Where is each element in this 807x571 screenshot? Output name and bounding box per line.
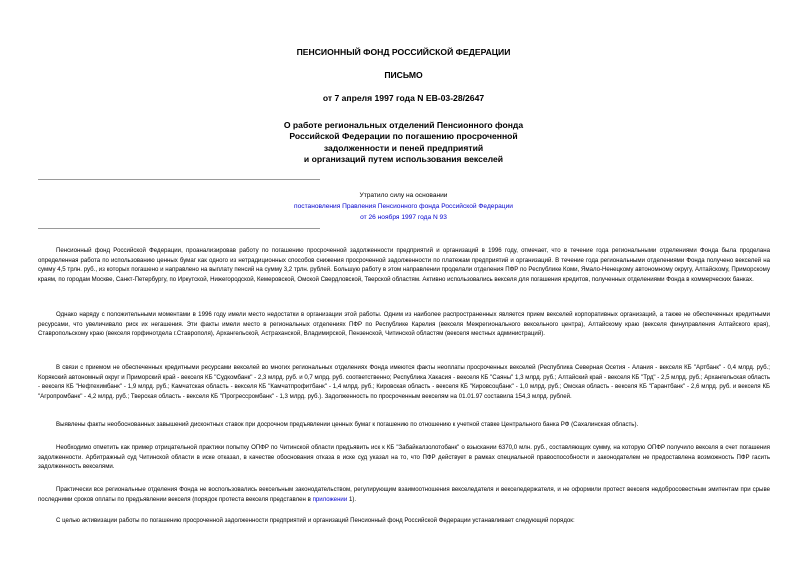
title-line: и организаций путем использования векселей: [303, 154, 504, 165]
paragraph-3: В связи с приемом не обеспеченных кредитными ресурсами векселей во многих региональных отделениях Фонда имеются факты неоплаты просроченных векселей (Республика Северная Осетия - Алания - векселя КБ "Артбанк" - 0,4 млрд. руб.; Корякский автономный округ и Приморский край - векселя КБ "Судкомбанк" - 2,3 млрд. руб. и 0,7 млрд. руб. соответственно; Республика Хакасия - векселя КБ "Саяны" 1,3 млрд. руб.; Алтайский край - векселя КБ "Трд" - 2,5 млрд. руб.; Архангельская область - векселя КБ "Нефтехимбанк" - 1,9 млрд. руб.; Камчатская область - векселя КБ "Камчатпрофитбанк" - 1,4 млрд. руб.; Кировская область - векселя КБ "Кировсоцбанк" - 1,0 млрд. руб.; Омская область - векселя КБ "Гарантбанк" - 2,6 млрд. руб. и векселя КБ "Агропромбанк" - 4,2 млрд. руб.; Тверская область - векселя КБ "Прогрессромбанк" - 1,3 млрд. руб.). Задолженность по просроченным векселям на 01.01.97 составила 154,3 млрд. рублей.: [38, 364, 771, 400]
appendix-link[interactable]: приложении: [312, 495, 348, 503]
paragraph-5: Необходимо отметить как пример отрицательной практики попытку ОПФР по Читинской области предъявить иск к КБ "Забайкалзолотобанк" о взыскании 6370,0 млн. руб., составляющих сумму, на которую ОПФР получило векселя в счет погашения задолженности. Арбитражный суд Читинской области в иске отказал, в качестве обоснования отказа в иске суд указал на то, что ПФР действует в рамках специальной правоспособности и законодателем не предоставлена возможность ПФР гасить задолженность векселями.: [38, 444, 770, 471]
paragraph-2: Однако наряду с положительными моментами в 1996 году имели место недостатки в организации этой работы. Одним из наиболее распространенных является прием векселей корпоративных организаций, а также не обеспеченных кредитными ресурсами, что увеличивало риск их негашения. Эти факты имели место в региональных отделениях ПФР по Республике Карелия (векселя Межрегионального вексельного центра), Алтайскому краю (векселя финуправления Алтайского края), Ставропольскому краю (векселя горфинотдела г.Ставрополя), Архангельской, Астраханской, Владимирской, Пензенской, Читинской областям (векселя местных администраций).: [38, 311, 770, 338]
repeal-act-date-link[interactable]: от 26 ноября 1997 года N 93: [360, 214, 447, 221]
divider-bottom: [38, 228, 320, 229]
document-date-number: от 7 апреля 1997 года N ЕВ-03-28/2647: [322, 93, 485, 103]
paragraph-6-text: Практически все региональные отделения Фонда не воспользовались вексельным законодательством, регулирующим взаимоотношения векселедателя и векселедержателя, и не оформили протест векселя недобросовестным эмитентам при срыве последними сроков оплаты по предъявлении векселя (порядок протеста векселя представлен в: [38, 486, 770, 503]
paragraph-7: С целью активизации работы по погашению просроченной задолженности предприятий и организаций Пенсионный фонд Российской Федерации устанавливает следующий порядок:: [56, 517, 575, 524]
paragraph-1: Пенсионный фонд Российской Федерации, проанализировав работу по погашению просроченной задолженности предприятий и организаций в 1996 году, отмечает, что в течение года региональными отделениями Фонда была проделана определенная работа по использованию ценных бумаг как одного из нетрадиционных способов снижения просроченной задолженности по платежам предприятий и организаций. В течение года региональными отделениями Фонда получено векселей на сумму 4,5 трлн. руб., из которых погашено и направлено на выплату пенсий на сумму 3,2 трлн. рублей. Большую работу в этом направлении проделали отделения ПФР по Республике Коми, Ямало-Ненецкому автономному округу, Алтайскому, Приморскому краям, по городам Москве, Санкт-Петербургу, по Иркутской, Нижегородской, Кемеровской, Омской Свердловской, Тверской областям. Активно использовались векселя для погашения кредитов, полученных отделениями Фонда в коммерческих банках.: [38, 247, 770, 283]
divider-top: [38, 179, 320, 180]
issuer-heading: ПЕНСИОННЫЙ ФОНД РОССИЙСКОЙ ФЕДЕРАЦИИ: [296, 47, 511, 57]
document-type: ПИСЬМО: [384, 70, 423, 80]
paragraph-4: Выявлены факты необоснованных завышений дисконтных ставок при досрочном предъявлении ценных бумаг к погашению по отношению к учетной ставке Центрального банка РФ (Сахалинская область).: [56, 421, 639, 428]
title-line: Российской Федерации по погашению просроченной: [289, 131, 518, 142]
repeal-act-link[interactable]: постановления Правления Пенсионного фонда Российской Федерации: [294, 203, 513, 210]
status-note-text: Утратило силу на основании: [359, 192, 448, 199]
status-note: [0, 190, 807, 223]
paragraph-6-tail: 1).: [347, 495, 357, 503]
paragraph-6: [38, 485, 770, 504]
document-title: [0, 120, 807, 166]
title-line: О работе региональных отделений Пенсионного фонда: [283, 120, 524, 130]
title-line: задолженности и пеней предприятий: [323, 142, 484, 153]
